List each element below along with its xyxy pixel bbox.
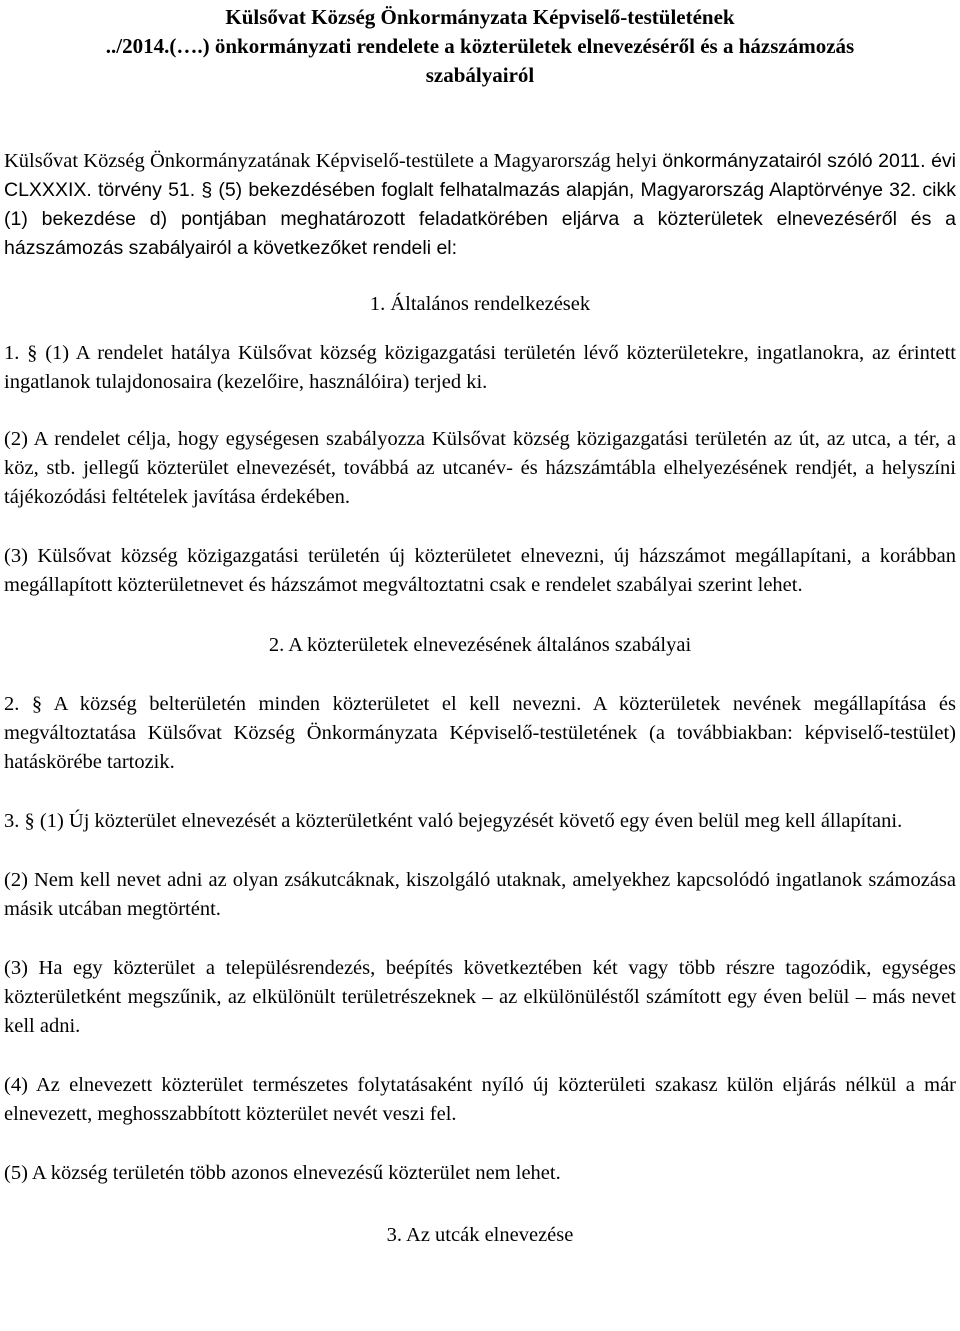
section-heading-2: 2. A közterületek elnevezésének általános szabályai	[268, 634, 692, 656]
section-heading-3: 3. Az utcák elnevezése	[386, 1224, 574, 1246]
title-line-2: ../2014.(….) önkormányzati rendelete a közterületek elnevezéséről és a házszámozás	[105, 34, 855, 58]
paragraph-2-6: (5) A község területén több azonos elnevezésű közterület nem lehet.	[4, 1162, 561, 1184]
title-line-3: szabályairól	[425, 63, 535, 87]
paragraph-1-3: (3) Külsővat község közigazgatási területén új közterületet elnevezni, új házszámot megállapítani, a korábban megállapított közterületnevet és házszámot megváltoztatni csak e rendelet szabályai szerint lehet.	[4, 545, 956, 596]
preamble-part-1: Külsővat Község Önkormányzatának Képviselő-testülete a Magyarország helyi	[4, 150, 663, 172]
section-heading-1: 1. Általános rendelkezések	[369, 293, 591, 315]
preamble-part-2: önkormányzatairól szóló 2011. évi CLXXXIX. törvény 51. § (5) bekezdésében foglalt felhatalmazás alapján, Magyarország Alaptörvénye 32. cikk (1) bekezdése d) pontjában meghatározott feladatkörében eljárva a közterületek elnevezéséről és a házszámozás szabályairól a következőket rendeli el:	[4, 150, 956, 259]
title-line-1: Külsővat Község Önkormányzata Képviselő-testületének	[225, 5, 735, 29]
document-title	[4, 3, 956, 90]
paragraph-1-1: 1. § (1) A rendelet hatálya Külsővat község közigazgatási területén lévő közterületekre, ingatlanokra, az érintett ingatlanok tulajdonosaira (kezelőire, használóira) terjed ki.	[4, 342, 956, 393]
paragraph-2-5: (4) Az elnevezett közterület természetes folytatásaként nyíló új közterületi szakasz külön eljárás nélkül a már elnevezett, meghosszabbított közterület nevét veszi fel.	[4, 1074, 956, 1125]
preamble	[4, 147, 956, 263]
paragraph-2-2: 3. § (1) Új közterület elnevezését a közterületként való bejegyzését követő egy éven belül meg kell állapítani.	[4, 810, 903, 832]
paragraph-2-3: (2) Nem kell nevet adni az olyan zsákutcáknak, kiszolgáló utaknak, amelyekhez kapcsolódó ingatlanok számozása másik utcában megtörtént.	[4, 869, 956, 920]
paragraph-2-1: 2. § A község belterületén minden közterületet el kell nevezni. A közterületek nevének megállapítása és megváltoztatása Külsővat Község Önkormányzata Képviselő-testületének (a továbbiakban: képviselő-testület) hatáskörébe tartozik.	[4, 693, 956, 773]
paragraph-2-4: (3) Ha egy közterület a településrendezés, beépítés következtében két vagy több részre tagozódik, egységes közterületként megszűnik, az elkülönült területrészeknek – az elkülönüléstől számított egy éven belül – más nevet kell adni.	[4, 957, 956, 1037]
paragraph-1-2: (2) A rendelet célja, hogy egységesen szabályozza Külsővat község közigazgatási területén az út, az utca, a tér, a köz, stb. jellegű közterület elnevezését, továbbá az utcanév- és házszámtábla elhelyezésének rendjét, a helyszíni tájékozódási feltételek javítása érdekében.	[4, 428, 956, 508]
